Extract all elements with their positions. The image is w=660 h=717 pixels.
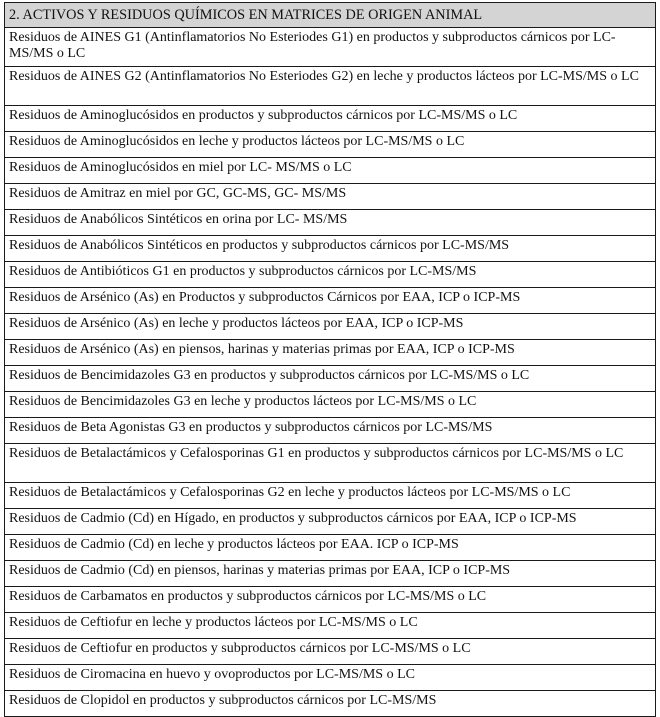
- table-cell: Residuos de Bencimidazoles G3 en leche y productos lácteos por LC-MS/MS o LC: [5, 392, 656, 418]
- table-row: [5, 587, 656, 613]
- table-cell: Residuos de Betalactámicos y Cefalosporinas G2 en leche y productos lácteos por LC-MS/MS o LC: [5, 483, 656, 509]
- table-cell: Residuos de Arsénico (As) en Productos y subproductos Cárnicos por EAA, ICP o ICP-MS: [5, 288, 656, 314]
- table-cell: Residuos de Aminoglucósidos en miel por LC- MS/MS o LC: [5, 158, 656, 184]
- table-row: [5, 132, 656, 158]
- table-row: [5, 691, 656, 717]
- table-cell: Residuos de Anabólicos Sintéticos en orina por LC- MS/MS: [5, 210, 656, 236]
- table-cell: Residuos de Amitraz en miel por GC, GC-MS, GC- MS/MS: [5, 184, 656, 210]
- table-cell: Residuos de AINES G2 (Antinflamatorios No Esteriodes G2) en leche y productos lácteos por LC-MS/MS o LC: [5, 67, 656, 106]
- table-row: [5, 262, 656, 288]
- table-cell: Residuos de Arsénico (As) en piensos, harinas y materias primas por EAA, ICP o ICP-MS: [5, 340, 656, 366]
- table-cell: Residuos de Ceftiofur en leche y productos lácteos por LC-MS/MS o LC: [5, 613, 656, 639]
- table-cell: Residuos de Cadmio (Cd) en piensos, harinas y materias primas por EAA, ICP o ICP-MS: [5, 561, 656, 587]
- table-cell: Residuos de Cadmio (Cd) en leche y productos lácteos por EAA. ICP o ICP-MS: [5, 535, 656, 561]
- table-cell: Residuos de Beta Agonistas G3 en productos y subproductos cárnicos por LC-MS/MS: [5, 418, 656, 444]
- table-row: [5, 314, 656, 340]
- table-row: [5, 392, 656, 418]
- table-header-row: [5, 3, 656, 28]
- table-cell: Residuos de Aminoglucósidos en productos y subproductos cárnicos por LC-MS/MS o LC: [5, 106, 656, 132]
- table-cell: Residuos de Clopidol en productos y subproductos cárnicos por LC-MS/MS: [5, 691, 656, 717]
- table-row: [5, 509, 656, 535]
- table-row: [5, 561, 656, 587]
- table-row: [5, 288, 656, 314]
- table-row: [5, 418, 656, 444]
- table-cell: Residuos de Aminoglucósidos en leche y productos lácteos por LC-MS/MS o LC: [5, 132, 656, 158]
- table-cell: Residuos de Ceftiofur en productos y subproductos cárnicos por LC-MS/MS o LC: [5, 639, 656, 665]
- analysis-table: [4, 2, 656, 717]
- table-row: [5, 366, 656, 392]
- table-cell: Residuos de Cadmio (Cd) en Hígado, en productos y subproductos cárnicos por EAA, ICP o ICP-MS: [5, 509, 656, 535]
- table-cell: Residuos de Bencimidazoles G3 en productos y subproductos cárnicos por LC-MS/MS o LC: [5, 366, 656, 392]
- table-row: [5, 236, 656, 262]
- table-cell: Residuos de Arsénico (As) en leche y productos lácteos por EAA, ICP o ICP-MS: [5, 314, 656, 340]
- section-header: 2. ACTIVOS Y RESIDUOS QUÍMICOS EN MATRICES DE ORIGEN ANIMAL: [5, 3, 656, 28]
- table-row: [5, 340, 656, 366]
- table-row: [5, 613, 656, 639]
- table-cell: Residuos de Ciromacina en huevo y ovoproductos por LC-MS/MS o LC: [5, 665, 656, 691]
- table-row: [5, 483, 656, 509]
- table-row: [5, 210, 656, 236]
- table-cell: Residuos de Antibióticos G1 en productos y subproductos cárnicos por LC-MS/MS: [5, 262, 656, 288]
- table-cell: Residuos de AINES G1 (Antinflamatorios No Esteriodes G1) en productos y subproductos cárnicos por LC-MS/MS o LC: [5, 28, 656, 67]
- table-row: [5, 665, 656, 691]
- table-cell: Residuos de Carbamatos en productos y subproductos cárnicos por LC-MS/MS o LC: [5, 587, 656, 613]
- table-row: [5, 158, 656, 184]
- table-row: [5, 639, 656, 665]
- table-row: [5, 444, 656, 483]
- table-row: [5, 28, 656, 67]
- table-row: [5, 106, 656, 132]
- table-cell: Residuos de Betalactámicos y Cefalosporinas G1 en productos y subproductos cárnicos por LC-MS/MS o LC: [5, 444, 656, 483]
- table-cell: Residuos de Anabólicos Sintéticos en productos y subproductos cárnicos por LC-MS/MS: [5, 236, 656, 262]
- table-row: [5, 535, 656, 561]
- table-row: [5, 184, 656, 210]
- table-row: [5, 67, 656, 106]
